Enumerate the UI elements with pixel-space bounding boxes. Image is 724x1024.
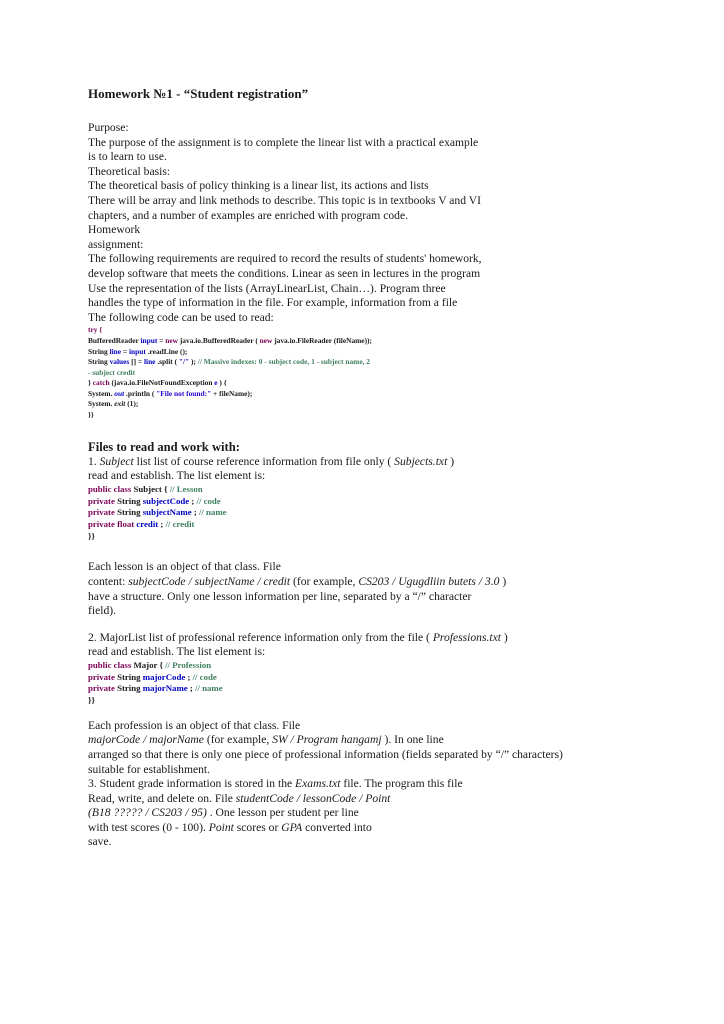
code-token: }} xyxy=(88,410,94,420)
text-run: Subjects.txt xyxy=(394,454,448,468)
code-token: + fileName); xyxy=(211,388,253,398)
code-token: = xyxy=(121,346,129,356)
text-run: 2. MajorList list of professional reference information only from the file ( xyxy=(88,630,433,644)
text-run: Exams.txt xyxy=(295,777,341,791)
code-token: // name xyxy=(195,683,223,694)
code-token: input xyxy=(140,335,158,345)
code-token: ; xyxy=(187,683,196,694)
text-line: arranged so that there is only one piece of professional information (fields separated by “/” characters) xyxy=(88,747,563,761)
code-token: subjectName xyxy=(142,507,192,518)
code-token: majorName xyxy=(142,683,188,694)
code-token: private xyxy=(88,683,115,694)
code-token: // credit xyxy=(165,518,195,529)
code-token: new xyxy=(259,335,273,345)
code-token: = xyxy=(157,335,166,345)
code-token: subjectCode xyxy=(142,495,190,506)
spacer xyxy=(88,707,688,719)
text-run: majorCode / majorName xyxy=(88,733,204,747)
text-line xyxy=(88,575,688,590)
code-line xyxy=(88,519,688,531)
code-token: String xyxy=(114,683,143,694)
text-line: Each profession is an object of that class. File xyxy=(88,718,301,732)
intro-line: The theoretical basis of policy thinking is a linear list, its actions and lists xyxy=(88,179,429,193)
code-token: java.io.FileReader (fileName)); xyxy=(272,335,372,345)
code-token: private xyxy=(88,671,115,682)
intro-line: chapters, and a number of examples are enriched with program code. xyxy=(88,208,408,222)
text-run: . One lesson per student per line xyxy=(206,806,359,820)
code-token: System. xyxy=(88,388,115,398)
text-run: converted into xyxy=(302,820,372,834)
code-line xyxy=(88,672,688,684)
spacer xyxy=(88,421,688,439)
code-token: ) { xyxy=(217,378,227,388)
text-run: Subject xyxy=(99,454,134,468)
text-run: Professions.txt xyxy=(432,630,501,644)
text-line xyxy=(88,792,688,807)
code-token: Major { xyxy=(131,659,166,670)
text-line xyxy=(88,631,688,646)
code-token: String xyxy=(114,495,143,506)
code-token: out xyxy=(114,388,125,398)
code-token: "/" xyxy=(178,357,190,367)
text-run: Read, write, and delete on. File xyxy=(88,791,236,805)
code-token: e xyxy=(214,378,218,388)
code-token: java.io.BufferedReader ( xyxy=(178,335,260,345)
code-line xyxy=(88,378,688,389)
code-token: // Massive indexes: 0 - subject code, 1 - subject name, 2 xyxy=(197,357,370,367)
code-line xyxy=(88,336,688,347)
text-run: ). In one line xyxy=(381,733,444,747)
code-token: exit xyxy=(114,399,126,409)
code-token: (1); xyxy=(125,399,139,409)
intro-line: develop software that meets the conditions. Linear as seen in lectures in the program xyxy=(88,266,481,280)
intro-line: assignment: xyxy=(88,237,144,251)
code-line: }} xyxy=(88,695,95,706)
text-run: CS203 / Ugugdliin butets / 3.0 xyxy=(358,574,500,588)
text-run: subjectCode / subjectName / credit xyxy=(128,574,291,588)
code-token: (java.io.FileNotFoundException xyxy=(109,378,215,388)
profession-paragraph xyxy=(88,719,688,850)
text-line: Each lesson is an object of that class. File xyxy=(88,560,281,574)
text-line: have a structure. Only one lesson information per line, separated by a “/” character xyxy=(88,589,472,603)
text-line xyxy=(88,455,688,470)
text-line xyxy=(88,821,688,836)
code-line xyxy=(88,368,688,379)
intro-line: Homework xyxy=(88,223,141,237)
code-token: String xyxy=(114,671,143,682)
code-token: ; xyxy=(189,495,197,506)
code-token: values xyxy=(109,357,130,367)
code-line xyxy=(88,357,688,368)
code-token: try { xyxy=(88,325,103,335)
subject-section xyxy=(88,455,688,543)
code-token: String xyxy=(114,507,143,518)
code-token: public class xyxy=(88,659,132,670)
intro-line: The following requirements are required to record the results of students' homework, xyxy=(88,252,482,266)
code-line xyxy=(88,484,688,496)
spacer xyxy=(88,542,688,560)
code-token: line xyxy=(143,357,156,367)
code-line xyxy=(88,507,688,519)
code-token: .println ( xyxy=(124,388,157,398)
text-run: list list of course reference information from file only ( xyxy=(133,454,395,468)
code-token: String xyxy=(88,346,110,356)
text-run: 1. xyxy=(88,454,100,468)
code-token: ; xyxy=(191,507,199,518)
code-token: credit xyxy=(136,518,159,529)
code-token: private float xyxy=(88,518,135,529)
code-token: .readLine (); xyxy=(145,346,188,356)
code-token: majorCode xyxy=(142,671,186,682)
text-run: with test scores (0 - 100). xyxy=(88,820,209,834)
text-run: content: xyxy=(88,574,129,588)
text-run: ) xyxy=(447,454,455,468)
code-block-reader xyxy=(88,325,688,420)
spacer xyxy=(88,619,688,631)
code-line xyxy=(88,399,688,410)
text-run: SW / Program hangamj xyxy=(272,733,382,747)
intro-line: Theoretical basis: xyxy=(88,164,171,178)
text-line xyxy=(88,733,688,748)
code-line xyxy=(88,410,688,421)
code-token: // name xyxy=(198,507,227,518)
text-line: save. xyxy=(88,835,112,849)
text-line: read and establish. The list element is: xyxy=(88,469,266,483)
intro-line: The purpose of the assignment is to complete the linear list with a practical example xyxy=(88,135,479,149)
text-run: file. The program this file xyxy=(340,777,463,791)
page-title: Homework №1 - “Student registration” xyxy=(88,86,309,101)
code-token: ); xyxy=(189,357,198,367)
text-line: field). xyxy=(88,604,117,618)
text-run: 3. Student grade information is stored in the xyxy=(88,777,296,791)
code-line xyxy=(88,389,688,400)
text-line: read and establish. The list element is: xyxy=(88,645,266,659)
text-run: (for example, xyxy=(203,733,273,747)
code-token: - subject credit xyxy=(88,367,136,377)
code-token: ; xyxy=(158,518,166,529)
code-line: }} xyxy=(88,530,95,541)
intro-line: Purpose: xyxy=(88,121,129,134)
intro-section xyxy=(88,121,688,325)
text-run: Point xyxy=(208,820,234,834)
code-token: Subject { xyxy=(131,483,170,494)
intro-line: There will be array and link methods to describe. This topic is in textbooks V and VI xyxy=(88,193,481,207)
code-token: input xyxy=(128,346,146,356)
text-run: ) xyxy=(500,630,508,644)
code-token: "File not found:" xyxy=(156,388,212,398)
code-line xyxy=(88,325,688,336)
text-line: suitable for establishment. xyxy=(88,762,211,776)
lesson-paragraph xyxy=(88,560,688,618)
code-token: BufferedReader xyxy=(88,335,141,345)
document-page xyxy=(88,86,688,850)
code-token: } xyxy=(88,378,93,388)
code-token: line xyxy=(109,346,122,356)
intro-line: is to learn to use. xyxy=(88,150,167,164)
text-run: (B18 ????? / CS203 / 95) xyxy=(88,806,207,820)
major-section xyxy=(88,631,688,707)
text-run: GPA xyxy=(281,820,303,834)
code-token: public class xyxy=(88,483,132,494)
code-token: // code xyxy=(196,495,221,506)
text-run: scores or xyxy=(233,820,282,834)
code-token: // code xyxy=(192,671,217,682)
code-token: private xyxy=(88,507,115,518)
code-line xyxy=(88,347,688,358)
text-line xyxy=(88,777,688,792)
code-token: private xyxy=(88,495,115,506)
code-token: // Profession xyxy=(165,659,212,670)
text-run: (for example, xyxy=(290,574,359,588)
intro-line: The following code can be used to read: xyxy=(88,310,274,324)
code-token: new xyxy=(165,335,178,345)
code-token: ; xyxy=(185,671,193,682)
intro-line: Use the representation of the lists (ArrayLinearList, Chain…). Program three xyxy=(88,281,446,295)
code-token: .split ( xyxy=(155,357,179,367)
text-line xyxy=(88,806,688,821)
code-token: catch xyxy=(92,378,110,388)
code-token: System. xyxy=(88,399,115,409)
code-line xyxy=(88,660,688,672)
code-token: String xyxy=(88,357,110,367)
code-line xyxy=(88,496,688,508)
code-line xyxy=(88,683,688,695)
code-token: [] = xyxy=(129,357,144,367)
code-token: // Lesson xyxy=(169,483,203,494)
files-heading: Files to read and work with: xyxy=(88,439,240,454)
intro-line: handles the type of information in the file. For example, information from a file xyxy=(88,296,458,310)
text-run: studentCode / lessonCode / Point xyxy=(235,791,391,805)
text-run: ) xyxy=(499,574,507,588)
